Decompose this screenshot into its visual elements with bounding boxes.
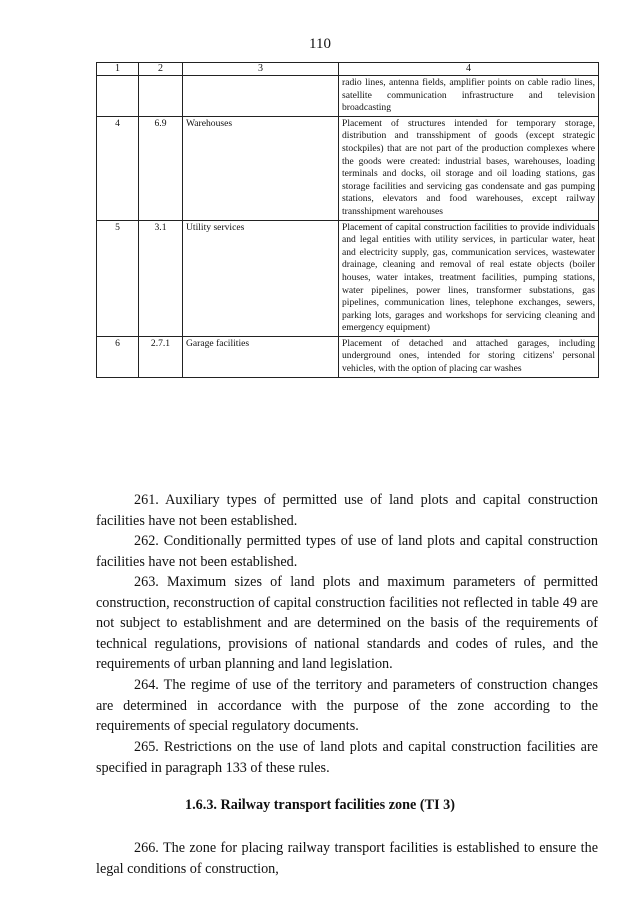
use-name: Utility services	[183, 220, 339, 336]
table-row	[97, 336, 599, 377]
paragraph-262: 262. Conditionally permitted types of use of land plots and capital construction facilities have not been established.	[96, 533, 598, 570]
land-use-table	[96, 62, 599, 378]
table-header-row	[97, 63, 599, 76]
use-description: Placement of detached and attached garages, including underground ones, intended for storing citizens' personal vehicles, with the option of placing car washes	[339, 336, 599, 377]
page-number: 110	[309, 36, 331, 52]
use-name	[183, 76, 339, 117]
table-header-cell: 3	[183, 63, 339, 76]
use-description: radio lines, antenna fields, amplifier points on cable radio lines, satellite communication infrastructure and television broadcasting	[339, 76, 599, 117]
section-heading: 1.6.3. Railway transport facilities zone (TI 3)	[185, 797, 455, 813]
table-header-cell: 1	[97, 63, 139, 76]
table-header-cell: 2	[139, 63, 183, 76]
use-code: 6.9	[139, 116, 183, 220]
paragraph-264: 264. The regime of use of the territory and parameters of construction changes are determined in accordance with the purpose of the zone according to the requirements of special regulatory documents.	[96, 677, 598, 734]
row-number: 5	[97, 220, 139, 336]
table-header-cell: 4	[339, 63, 599, 76]
use-name: Warehouses	[183, 116, 339, 220]
row-number: 6	[97, 336, 139, 377]
paragraph-261: 261. Auxiliary types of permitted use of land plots and capital construction facilities have not been established.	[96, 492, 598, 529]
use-code: 3.1	[139, 220, 183, 336]
table-row	[97, 220, 599, 336]
use-code	[139, 76, 183, 117]
table-row	[97, 76, 599, 117]
paragraph-265: 265. Restrictions on the use of land plots and capital construction facilities are specified in paragraph 133 of these rules.	[96, 739, 598, 776]
row-number	[97, 76, 139, 117]
use-code: 2.7.1	[139, 336, 183, 377]
use-description: Placement of capital construction facilities to provide individuals and legal entities with utility services, in particular water, heat and electricity supply, gas, communication services, wastewater drainage, cleaning and removal of real estate objects (boiler houses, water intakes, treatment facilities, pumping stations, water pipelines, power lines, transformer substations, gas pipelines, communication lines, telephone exchanges, sewers, parking lots, garages and workshops for servicing cleaning and emergency equipment)	[339, 220, 599, 336]
use-description: Placement of structures intended for temporary storage, distribution and transshipment of goods (except strategic stockpiles) that are not part of the production complexes where the goods were created: industrial bases, warehouses, loading terminals and docks, oil storage and oil loading stations, gas storage facilities and servicing gas condensate and gas pumping stations, elevators and food warehouses, except railway transshipment warehouses	[339, 116, 599, 220]
use-name: Garage facilities	[183, 336, 339, 377]
paragraph-263: 263. Maximum sizes of land plots and maximum parameters of permitted construction, reconstruction of capital construction facilities not reflected in table 49 are not subject to establishment and are determined on the basis of the requirements of technical regulations, provisions of national standards and codes of rules, and the requirements of urban planning and land legislation.	[96, 574, 598, 672]
table-row	[97, 116, 599, 220]
paragraph-266: 266. The zone for placing railway transport facilities is established to ensure the legal conditions of construction,	[96, 840, 598, 877]
row-number: 4	[97, 116, 139, 220]
